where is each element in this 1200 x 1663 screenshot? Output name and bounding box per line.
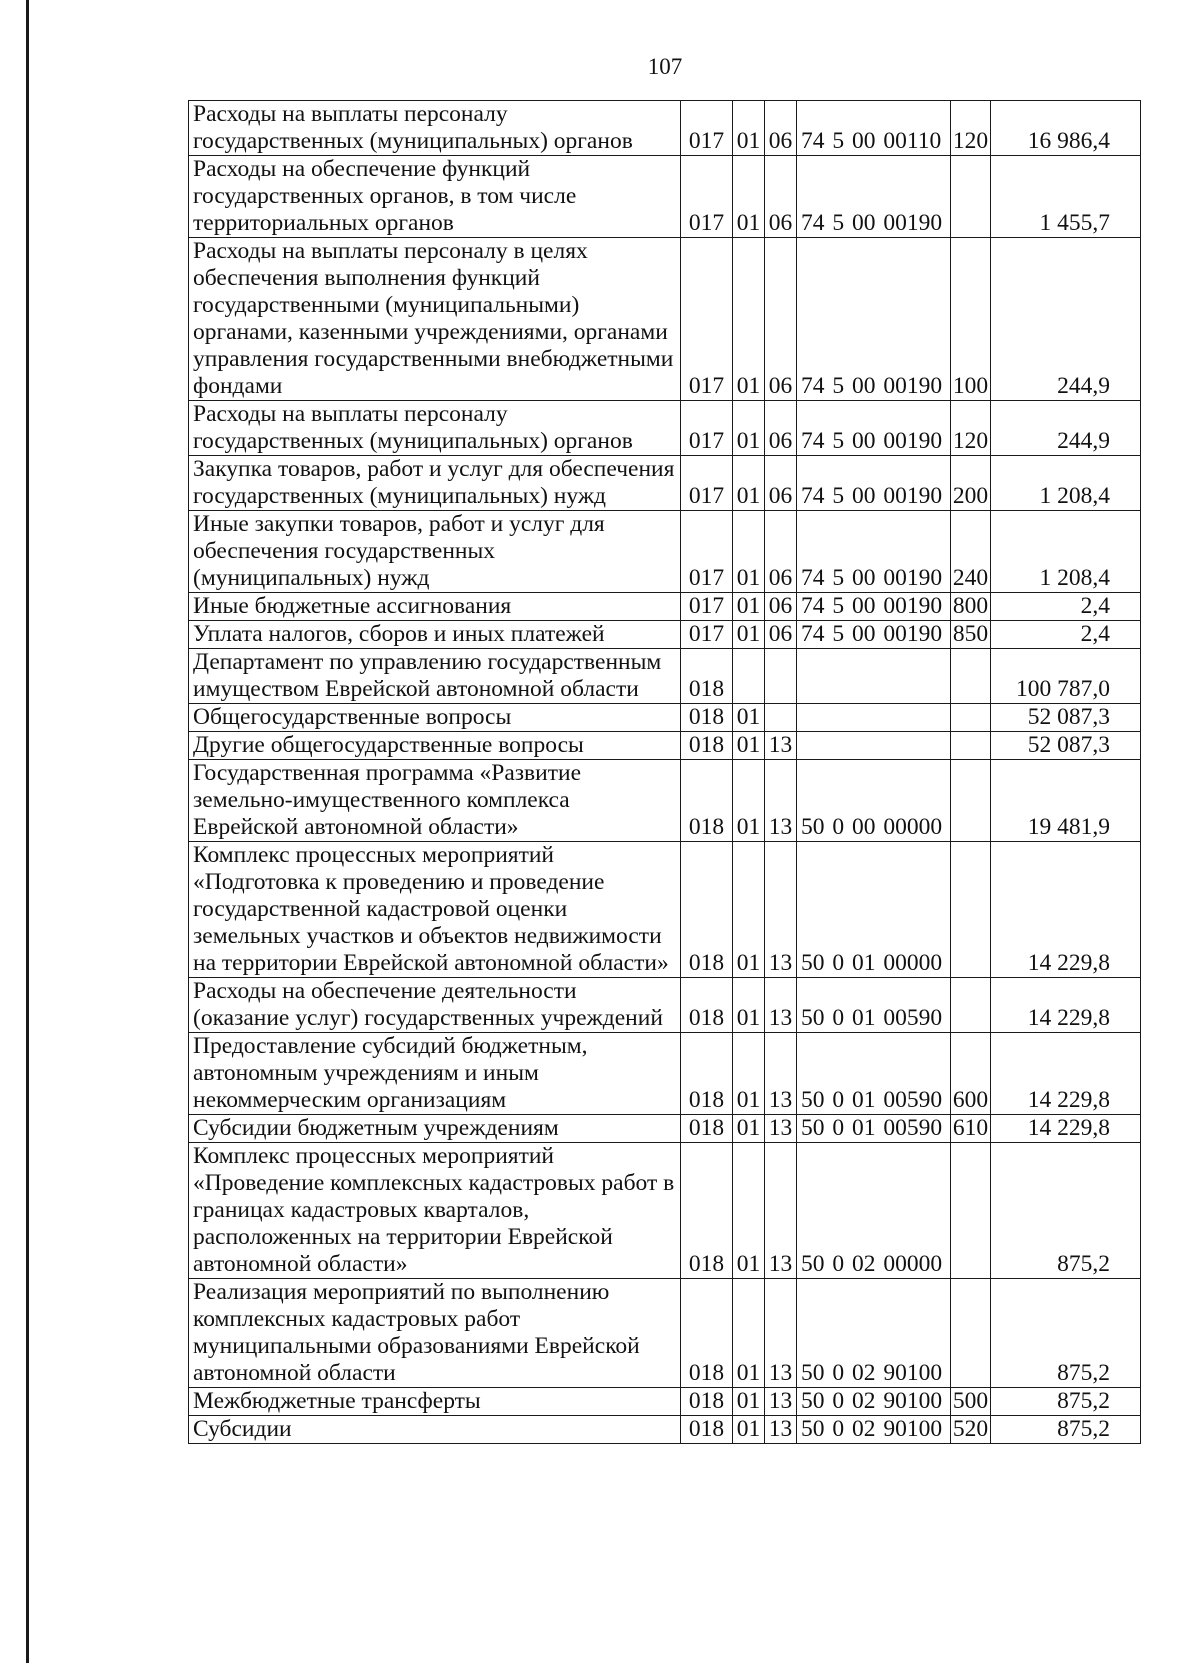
row-name-cell: Закупка товаров, работ и услуг для обеспечения государственных (муниципальных) нужд [189,456,681,511]
row-grbs-cell: 017 [681,593,733,621]
row-grbs-cell: 018 [681,732,733,760]
row-section-cell: 01 [733,732,765,760]
row-amount-cell: 1 208,4 [991,456,1141,511]
budget-table [188,100,1141,1444]
row-amount-cell: 1 455,7 [991,156,1141,238]
row-grbs-cell: 017 [681,238,733,401]
row-expense-type-cell [951,842,991,978]
row-name-cell: Департамент по управлению государственным имуществом Еврейской автономной области [189,649,681,704]
row-expense-type-cell: 850 [951,621,991,649]
row-amount-cell: 875,2 [991,1279,1141,1388]
row-target-article-cell: 74 5 00 00110 [797,101,951,156]
row-target-article-cell: 50 0 01 00000 [797,842,951,978]
row-amount-cell: 16 986,4 [991,101,1141,156]
row-target-article-cell: 74 5 00 00190 [797,511,951,593]
table-row [189,621,1141,649]
row-section-cell: 01 [733,1279,765,1388]
table-row [189,978,1141,1033]
row-grbs-cell: 017 [681,401,733,456]
row-section-cell: 01 [733,401,765,456]
row-expense-type-cell: 500 [951,1388,991,1416]
row-amount-cell: 2,4 [991,593,1141,621]
row-subsection-cell: 13 [765,842,797,978]
row-grbs-cell: 017 [681,621,733,649]
row-amount-cell: 1 208,4 [991,511,1141,593]
row-expense-type-cell [951,1279,991,1388]
row-name-cell: Государственная программа «Развитие земельно-имущественного комплекса Еврейской автономной области» [189,760,681,842]
table-row [189,1143,1141,1279]
row-section-cell: 01 [733,842,765,978]
row-name-cell: Уплата налогов, сборов и иных платежей [189,621,681,649]
row-name-cell: Реализация мероприятий по выполнению комплексных кадастровых работ муниципальными образованиями Еврейской автономной области [189,1279,681,1388]
row-name-cell: Межбюджетные трансферты [189,1388,681,1416]
table-row [189,704,1141,732]
row-section-cell [733,649,765,704]
table-row [189,732,1141,760]
row-expense-type-cell [951,732,991,760]
row-expense-type-cell: 600 [951,1033,991,1115]
table-row [189,156,1141,238]
row-name-cell: Расходы на выплаты персоналу государственных (муниципальных) органов [189,101,681,156]
row-name-cell: Субсидии [189,1416,681,1444]
table-row [189,1416,1141,1444]
row-target-article-cell: 74 5 00 00190 [797,238,951,401]
row-amount-cell: 14 229,8 [991,978,1141,1033]
row-target-article-cell: 74 5 00 00190 [797,401,951,456]
row-target-article-cell: 50 0 02 90100 [797,1388,951,1416]
row-amount-cell: 2,4 [991,621,1141,649]
row-grbs-cell: 017 [681,456,733,511]
row-grbs-cell: 018 [681,978,733,1033]
row-expense-type-cell: 120 [951,101,991,156]
row-amount-cell: 14 229,8 [991,842,1141,978]
row-section-cell: 01 [733,238,765,401]
row-amount-cell: 19 481,9 [991,760,1141,842]
row-subsection-cell: 06 [765,101,797,156]
row-expense-type-cell: 120 [951,401,991,456]
row-grbs-cell: 017 [681,101,733,156]
row-subsection-cell: 13 [765,732,797,760]
row-subsection-cell: 06 [765,511,797,593]
table-row [189,511,1141,593]
row-grbs-cell: 018 [681,1388,733,1416]
table-row [189,101,1141,156]
row-subsection-cell: 06 [765,621,797,649]
row-target-article-cell: 50 0 00 00000 [797,760,951,842]
row-grbs-cell: 018 [681,1115,733,1143]
row-name-cell: Расходы на выплаты персоналу государственных (муниципальных) органов [189,401,681,456]
row-subsection-cell: 13 [765,760,797,842]
row-amount-cell: 244,9 [991,238,1141,401]
row-target-article-cell: 74 5 00 00190 [797,621,951,649]
row-subsection-cell: 06 [765,156,797,238]
row-subsection-cell: 13 [765,978,797,1033]
row-expense-type-cell [951,156,991,238]
table-row [189,842,1141,978]
row-amount-cell: 14 229,8 [991,1033,1141,1115]
row-expense-type-cell: 610 [951,1115,991,1143]
row-expense-type-cell [951,704,991,732]
row-subsection-cell: 13 [765,1279,797,1388]
row-amount-cell: 875,2 [991,1416,1141,1444]
row-grbs-cell: 018 [681,842,733,978]
row-name-cell: Субсидии бюджетным учреждениям [189,1115,681,1143]
row-target-article-cell: 50 0 02 90100 [797,1279,951,1388]
row-name-cell: Расходы на выплаты персоналу в целях обеспечения выполнения функций государственными (муниципальными) органами, казенными учреждениями, органами управления государственными внебюджетными фондами [189,238,681,401]
scan-margin-line [26,0,29,1663]
row-name-cell: Общегосударственные вопросы [189,704,681,732]
row-section-cell: 01 [733,511,765,593]
row-amount-cell: 52 087,3 [991,704,1141,732]
row-target-article-cell [797,704,951,732]
row-amount-cell: 875,2 [991,1388,1141,1416]
row-name-cell: Комплекс процессных мероприятий «Проведение комплексных кадастровых работ в границах кадастровых кварталов, расположенных на территории Еврейской автономной области» [189,1143,681,1279]
row-section-cell: 01 [733,978,765,1033]
row-target-article-cell: 74 5 00 00190 [797,156,951,238]
row-target-article-cell: 50 0 01 00590 [797,1033,951,1115]
row-section-cell: 01 [733,1388,765,1416]
row-target-article-cell: 74 5 00 00190 [797,593,951,621]
row-amount-cell: 244,9 [991,401,1141,456]
row-section-cell: 01 [733,101,765,156]
row-subsection-cell: 06 [765,456,797,511]
row-amount-cell: 100 787,0 [991,649,1141,704]
row-expense-type-cell [951,1143,991,1279]
row-expense-type-cell: 240 [951,511,991,593]
row-subsection-cell [765,704,797,732]
row-amount-cell: 14 229,8 [991,1115,1141,1143]
row-subsection-cell: 13 [765,1115,797,1143]
row-name-cell: Расходы на обеспечение деятельности (оказание услуг) государственных учреждений [189,978,681,1033]
table-row [189,760,1141,842]
row-section-cell: 01 [733,156,765,238]
row-subsection-cell [765,649,797,704]
row-subsection-cell: 13 [765,1388,797,1416]
row-expense-type-cell [951,978,991,1033]
row-section-cell: 01 [733,1033,765,1115]
table-row [189,238,1141,401]
table-row [189,456,1141,511]
row-section-cell: 01 [733,456,765,511]
row-grbs-cell: 018 [681,704,733,732]
row-name-cell: Комплекс процессных мероприятий «Подготовка к проведению и проведение государственной кадастровой оценки земельных участков и объектов недвижимости на территории Еврейской автономной области» [189,842,681,978]
row-section-cell: 01 [733,1143,765,1279]
row-subsection-cell: 13 [765,1033,797,1115]
row-expense-type-cell: 800 [951,593,991,621]
row-target-article-cell: 50 0 01 00590 [797,978,951,1033]
row-name-cell: Другие общегосударственные вопросы [189,732,681,760]
row-expense-type-cell [951,760,991,842]
row-target-article-cell: 50 0 02 00000 [797,1143,951,1279]
row-expense-type-cell: 200 [951,456,991,511]
table-row [189,1388,1141,1416]
row-expense-type-cell [951,649,991,704]
table-row [189,593,1141,621]
table-row [189,1115,1141,1143]
row-target-article-cell: 74 5 00 00190 [797,456,951,511]
row-grbs-cell: 018 [681,760,733,842]
row-amount-cell: 52 087,3 [991,732,1141,760]
row-section-cell: 01 [733,1115,765,1143]
row-grbs-cell: 018 [681,1143,733,1279]
row-target-article-cell: 50 0 02 90100 [797,1416,951,1444]
row-target-article-cell [797,649,951,704]
row-subsection-cell: 06 [765,401,797,456]
row-grbs-cell: 017 [681,156,733,238]
row-target-article-cell: 50 0 01 00590 [797,1115,951,1143]
table-row [189,1033,1141,1115]
row-section-cell: 01 [733,704,765,732]
row-target-article-cell [797,732,951,760]
row-expense-type-cell: 520 [951,1416,991,1444]
row-subsection-cell: 13 [765,1416,797,1444]
table-row [189,401,1141,456]
row-name-cell: Предоставление субсидий бюджетным, автономным учреждениям и иным некоммерческим организациям [189,1033,681,1115]
row-grbs-cell: 018 [681,1416,733,1444]
row-section-cell: 01 [733,760,765,842]
row-amount-cell: 875,2 [991,1143,1141,1279]
row-section-cell: 01 [733,621,765,649]
row-name-cell: Расходы на обеспечение функций государственных органов, в том числе территориальных органов [189,156,681,238]
row-subsection-cell: 06 [765,593,797,621]
row-grbs-cell: 018 [681,1279,733,1388]
table-row [189,649,1141,704]
table-row [189,1279,1141,1388]
row-grbs-cell: 018 [681,1033,733,1115]
row-grbs-cell: 018 [681,649,733,704]
page-number: 107 [647,54,683,79]
row-name-cell: Иные бюджетные ассигнования [189,593,681,621]
row-name-cell: Иные закупки товаров, работ и услуг для обеспечения государственных (муниципальных) нужд [189,511,681,593]
budget-table-body [189,101,1141,1444]
row-section-cell: 01 [733,1416,765,1444]
row-subsection-cell: 13 [765,1143,797,1279]
row-grbs-cell: 017 [681,511,733,593]
row-subsection-cell: 06 [765,238,797,401]
row-expense-type-cell: 100 [951,238,991,401]
row-section-cell: 01 [733,593,765,621]
